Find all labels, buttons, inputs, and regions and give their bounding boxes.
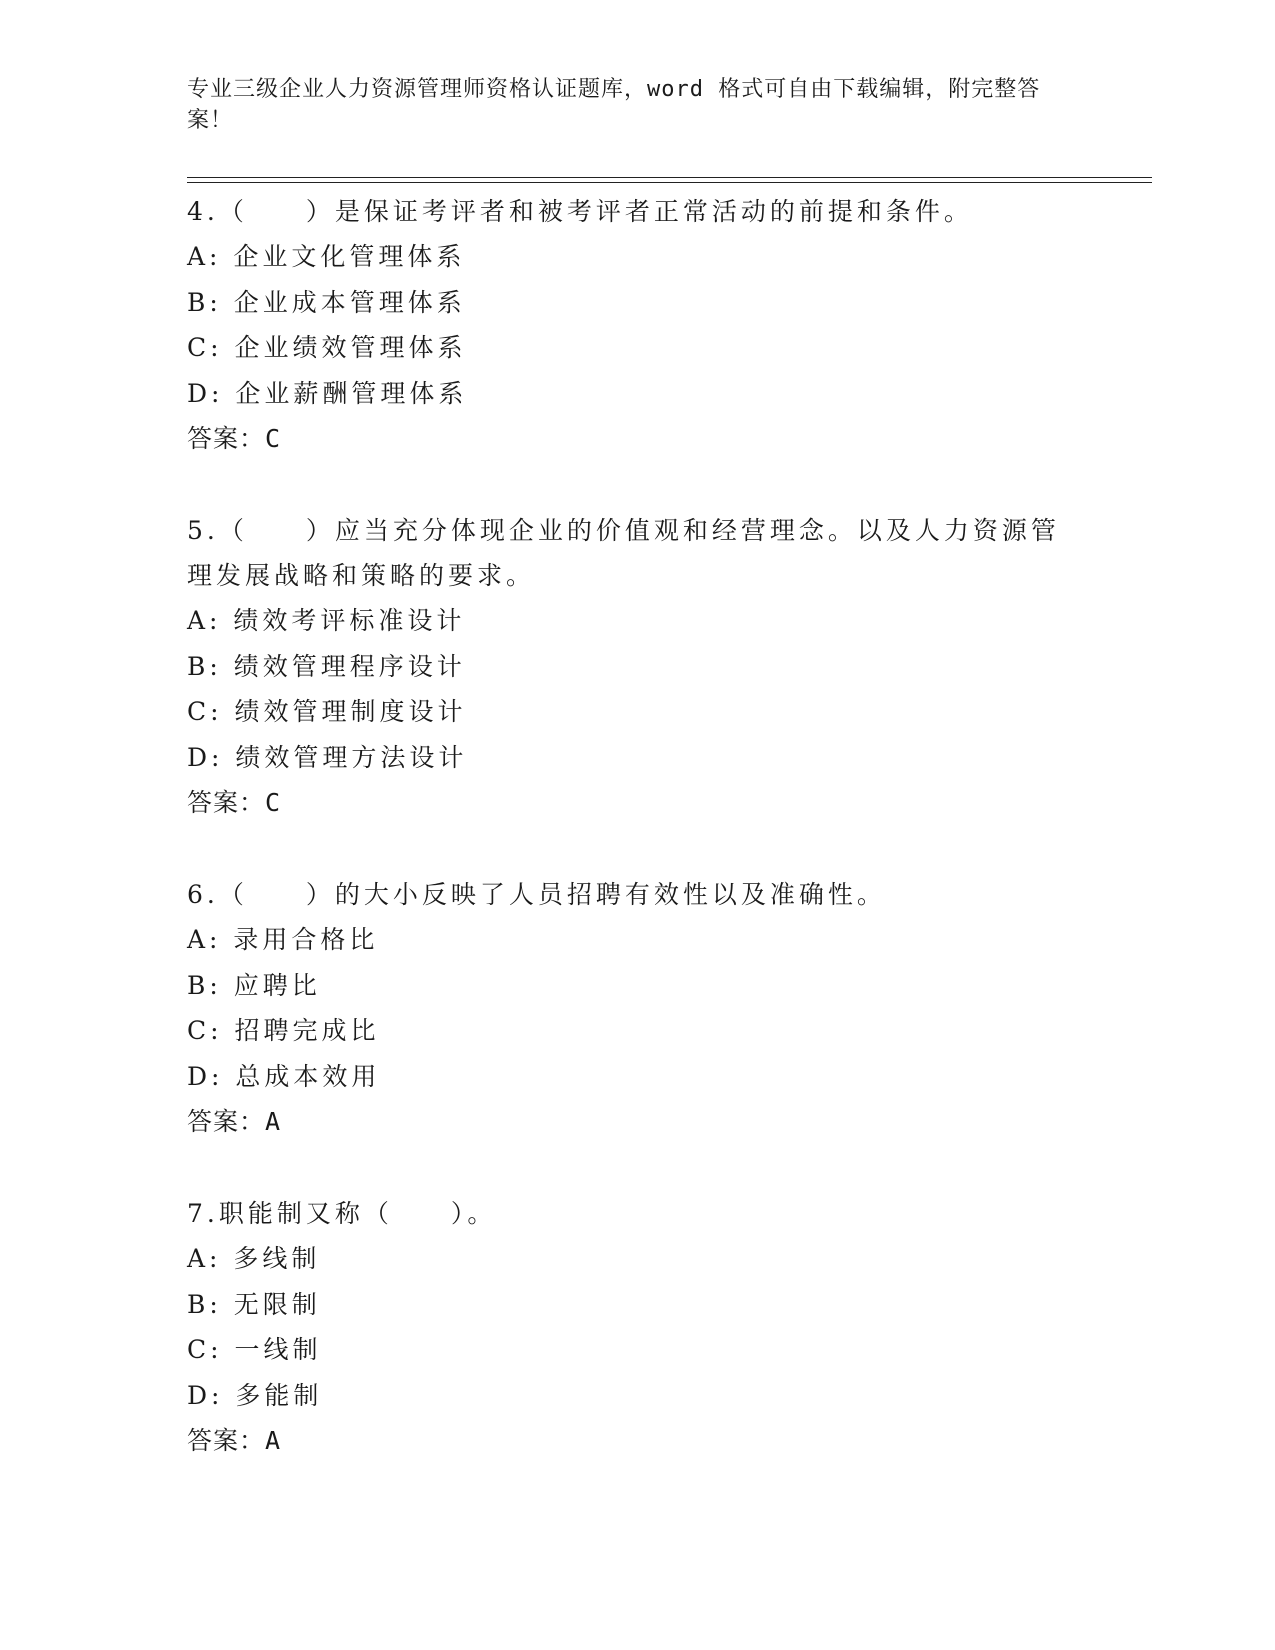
question-stem: 4.（ ）是保证考评者和被考评者正常活动的前提和条件。 xyxy=(187,197,973,226)
option-c: C: 招聘完成比 xyxy=(187,1016,380,1045)
header-divider-bottom xyxy=(187,182,1152,183)
option-b: B: 应聘比 xyxy=(187,970,321,1000)
question-stem: 7.职能制又称（ ）。 xyxy=(187,1199,497,1228)
option-a: A: 企业文化管理体系 xyxy=(187,242,466,271)
option-a: A: 绩效考评标准设计 xyxy=(187,606,466,635)
answer: 答案：C xyxy=(187,424,282,453)
document-header: 专业三级企业人力资源管理师资格认证题库，word 格式可自由下载编辑，附完整答案！ xyxy=(187,77,1041,133)
option-d: D: 绩效管理方法设计 xyxy=(187,742,468,772)
question-4 xyxy=(187,189,1087,462)
answer: 答案：A xyxy=(187,1107,282,1136)
option-b: B: 绩效管理程序设计 xyxy=(187,651,466,681)
question-stem: 6.（ ）的大小反映了人员招聘有效性以及准确性。 xyxy=(187,880,886,909)
option-a: A: 录用合格比 xyxy=(187,925,379,954)
option-b: B: 无限制 xyxy=(187,1289,321,1319)
answer: 答案：A xyxy=(187,1426,282,1455)
question-7 xyxy=(187,1191,1087,1464)
answer: 答案：C xyxy=(187,788,282,817)
option-b: B: 企业成本管理体系 xyxy=(187,287,466,317)
option-d: D: 企业薪酬管理体系 xyxy=(187,378,468,408)
option-a: A: 多线制 xyxy=(187,1244,321,1273)
option-c: C: 企业绩效管理体系 xyxy=(187,333,467,362)
option-d: D: 多能制 xyxy=(187,1380,323,1410)
option-c: C: 一线制 xyxy=(187,1335,322,1364)
option-d: D: 总成本效用 xyxy=(187,1061,381,1091)
header-divider-top xyxy=(187,177,1152,178)
question-6 xyxy=(187,872,1087,1145)
question-stem: 5.（ ）应当充分体现企业的价值观和经营理念。以及人力资源管理发展战略和策略的要求。 xyxy=(187,516,1060,590)
option-c: C: 绩效管理制度设计 xyxy=(187,697,467,726)
question-5 xyxy=(187,508,1087,826)
